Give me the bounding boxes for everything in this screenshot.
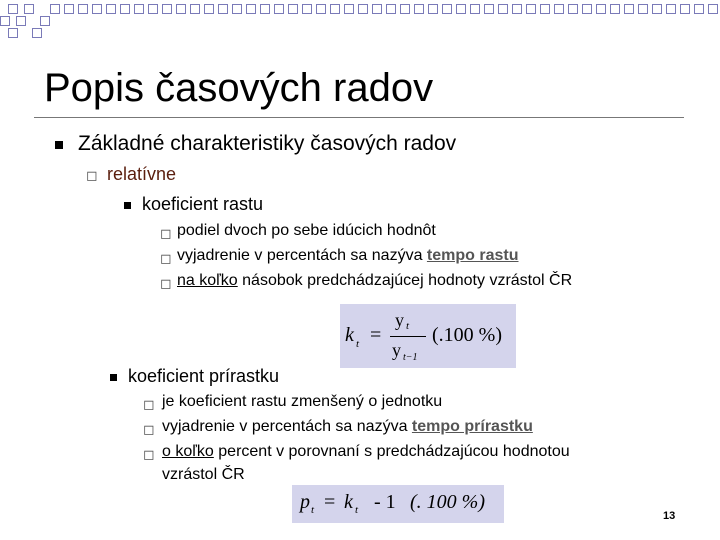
deco-square xyxy=(8,28,18,38)
deco-square xyxy=(232,4,242,14)
deco-square xyxy=(638,4,648,14)
bullet-hollow-square-icon: ◻ xyxy=(160,275,172,291)
formula-subscript: t−1 xyxy=(403,352,418,363)
deco-square xyxy=(92,4,102,14)
formula-note: (.100 %) xyxy=(432,324,502,346)
deco-square xyxy=(442,4,452,14)
formula-growth-coefficient xyxy=(340,304,516,368)
deco-square xyxy=(372,4,382,14)
deco-square xyxy=(0,16,10,26)
formula-equals: = xyxy=(370,324,382,346)
highlight-term: tempo prírastku xyxy=(411,418,533,435)
deco-square xyxy=(400,4,410,14)
deco-square xyxy=(470,4,480,14)
deco-square xyxy=(64,4,74,14)
bullet-hollow-square-icon: ◻ xyxy=(143,396,155,412)
deco-square xyxy=(274,4,284,14)
formula-symbol: k xyxy=(345,324,354,346)
deco-square xyxy=(162,4,172,14)
deco-square xyxy=(260,4,270,14)
text-segment: percent v porovnaní s predchádzajúcou hodnotou xyxy=(218,443,570,460)
deco-square xyxy=(16,16,26,26)
bullet-level3-increment-coefficient: koeficient prírastku xyxy=(128,366,280,386)
text-segment: násobok predchádzajúcej hodnoty vzrástol ČR xyxy=(242,272,573,289)
formula-equals: = xyxy=(324,491,336,513)
highlight-term: tempo rastu xyxy=(426,247,519,264)
deco-square xyxy=(358,4,368,14)
page-number: 13 xyxy=(663,510,676,522)
deco-square xyxy=(32,28,42,38)
deco-square xyxy=(526,4,536,14)
bullet-square-icon xyxy=(110,374,117,381)
deco-square xyxy=(134,4,144,14)
deco-square xyxy=(330,4,340,14)
formula-numerator: y xyxy=(395,310,404,330)
formula-increment-coefficient xyxy=(292,485,504,523)
deco-square xyxy=(40,16,50,26)
bullet-square-icon xyxy=(124,202,131,209)
deco-square xyxy=(694,4,704,14)
deco-square xyxy=(218,4,228,14)
formula-denominator: y xyxy=(392,340,401,360)
deco-square xyxy=(344,4,354,14)
bullet-level2: relatívne xyxy=(107,164,177,184)
bullet-level4-continuation: vzrástol ČR xyxy=(162,466,245,483)
deco-square xyxy=(708,4,718,14)
deco-square xyxy=(176,4,186,14)
text-segment: vyjadrenie v percentách sa nazýva xyxy=(162,418,408,435)
deco-square xyxy=(428,4,438,14)
formula-subscript: t xyxy=(406,320,410,332)
deco-square xyxy=(316,4,326,14)
deco-square xyxy=(596,4,606,14)
slide-title: Popis časových radov xyxy=(44,66,434,110)
deco-square xyxy=(582,4,592,14)
bullet-hollow-square-icon: ◻ xyxy=(160,225,172,241)
deco-square xyxy=(78,4,88,14)
deco-square xyxy=(50,4,60,14)
deco-square xyxy=(624,4,634,14)
bullet-hollow-square-icon: ◻ xyxy=(160,250,172,266)
deco-square xyxy=(484,4,494,14)
deco-square xyxy=(540,4,550,14)
formula-subscript: t xyxy=(355,504,359,516)
deco-square xyxy=(610,4,620,14)
deco-square xyxy=(24,4,34,14)
bullet-level4 xyxy=(177,247,519,265)
deco-square xyxy=(8,4,18,14)
bullet-hollow-square-icon: ◻ xyxy=(86,167,98,183)
deco-square xyxy=(568,4,578,14)
bullet-level4 xyxy=(162,443,570,461)
deco-square xyxy=(666,4,676,14)
formula-symbol: p xyxy=(300,491,310,513)
formula-subscript: t xyxy=(356,338,360,350)
deco-square xyxy=(148,4,158,14)
deco-square xyxy=(288,4,298,14)
deco-square xyxy=(652,4,662,14)
formula-note: (. 100 %) xyxy=(410,491,485,513)
deco-square xyxy=(190,4,200,14)
decorative-squares xyxy=(0,0,720,50)
bullet-level3-growth-coefficient: koeficient rastu xyxy=(142,194,264,214)
deco-square xyxy=(302,4,312,14)
underlined-term: o koľko xyxy=(162,443,214,460)
underlined-term: na koľko xyxy=(177,272,238,289)
fraction-bar xyxy=(390,336,426,337)
deco-square xyxy=(204,4,214,14)
bullet-level4 xyxy=(177,272,572,290)
formula-symbol: k xyxy=(344,491,353,513)
deco-square xyxy=(246,4,256,14)
deco-square xyxy=(120,4,130,14)
bullet-level4: je koeficient rastu zmenšený o jednotku xyxy=(162,393,443,410)
deco-square xyxy=(680,4,690,14)
deco-square xyxy=(554,4,564,14)
deco-square xyxy=(512,4,522,14)
deco-square xyxy=(414,4,424,14)
bullet-level4: podiel dvoch po sebe idúcich hodnôt xyxy=(177,222,436,239)
bullet-level1: Základné charakteristiky časových radov xyxy=(78,132,457,155)
formula-subscript: t xyxy=(311,504,315,516)
formula-minus-one: - 1 xyxy=(374,491,396,513)
deco-square xyxy=(106,4,116,14)
bullet-level4 xyxy=(162,418,533,436)
deco-square xyxy=(456,4,466,14)
bullet-hollow-square-icon: ◻ xyxy=(143,446,155,462)
bullet-hollow-square-icon: ◻ xyxy=(143,421,155,437)
deco-square xyxy=(386,4,396,14)
title-divider xyxy=(34,117,684,118)
deco-square xyxy=(498,4,508,14)
bullet-square-icon xyxy=(55,141,63,149)
text-segment: vyjadrenie v percentách sa nazýva xyxy=(177,247,423,264)
